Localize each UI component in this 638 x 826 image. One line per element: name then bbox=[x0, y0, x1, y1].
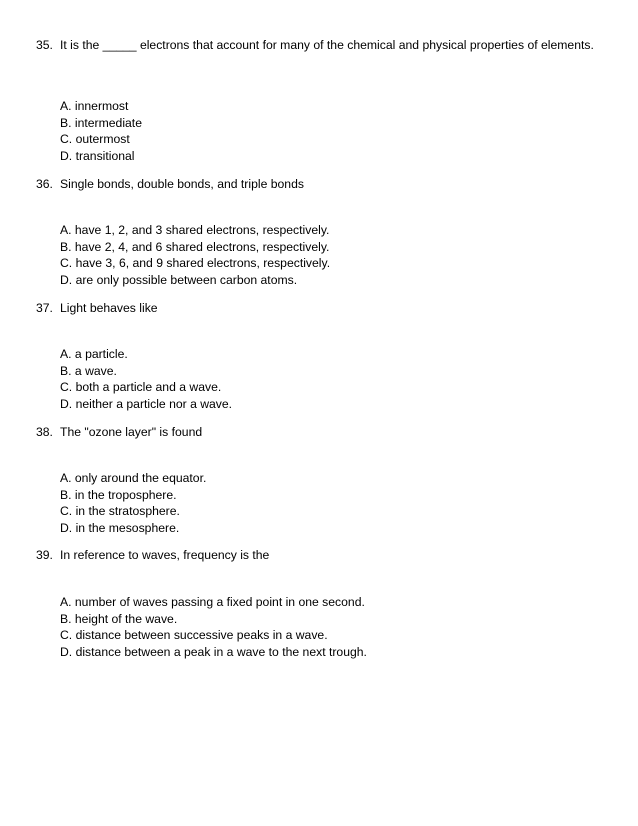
choice-d: D. in the mesosphere. bbox=[60, 520, 180, 535]
question-stem bbox=[36, 300, 596, 317]
choice-c: C. both a particle and a wave. bbox=[60, 380, 222, 395]
choice-a: A. only around the equator. bbox=[60, 471, 207, 485]
choice-b: B. height of the wave. bbox=[60, 611, 178, 626]
question-39 bbox=[36, 547, 596, 564]
question-number: 38. bbox=[36, 425, 53, 439]
choice-b: B. in the troposphere. bbox=[60, 487, 177, 502]
choice-c: C. in the stratosphere. bbox=[60, 504, 180, 519]
choice-a: A. innermost bbox=[60, 99, 129, 113]
question-text: In reference to waves, frequency is the bbox=[60, 548, 270, 562]
question-35 bbox=[36, 37, 596, 54]
choice-d: D. neither a particle nor a wave. bbox=[60, 396, 233, 411]
question-stem bbox=[36, 547, 596, 564]
question-number: 36. bbox=[36, 177, 53, 191]
choices-37 bbox=[60, 346, 580, 412]
choice-b: B. intermediate bbox=[60, 115, 142, 130]
choices-39 bbox=[60, 594, 580, 660]
choices-35 bbox=[60, 98, 580, 164]
choice-b: B. have 2, 4, and 6 shared electrons, respectively. bbox=[60, 239, 330, 254]
question-number: 35. bbox=[36, 38, 53, 52]
choices-36 bbox=[60, 222, 580, 288]
question-text: It is the _____ electrons that account for many of the chemical and physical properties of elements. bbox=[60, 38, 594, 52]
choice-c: C. have 3, 6, and 9 shared electrons, respectively. bbox=[60, 256, 331, 271]
choice-d: D. are only possible between carbon atoms. bbox=[60, 272, 298, 287]
choice-a: A. number of waves passing a fixed point in one second. bbox=[60, 595, 365, 609]
choice-d: D. transitional bbox=[60, 148, 135, 163]
choices-38 bbox=[60, 470, 580, 536]
question-text: Light behaves like bbox=[60, 301, 158, 315]
choice-c: C. outermost bbox=[60, 132, 130, 147]
question-stem bbox=[36, 37, 596, 54]
choice-a: A. have 1, 2, and 3 shared electrons, respectively. bbox=[60, 223, 330, 237]
question-stem bbox=[36, 424, 596, 441]
question-38 bbox=[36, 424, 596, 441]
question-number: 39. bbox=[36, 548, 53, 562]
choice-c: C. distance between successive peaks in a wave. bbox=[60, 628, 328, 643]
question-37 bbox=[36, 300, 596, 317]
question-number: 37. bbox=[36, 301, 53, 315]
choice-a: A. a particle. bbox=[60, 347, 128, 361]
choice-b: B. a wave. bbox=[60, 363, 117, 378]
question-36 bbox=[36, 176, 596, 193]
question-text: Single bonds, double bonds, and triple bonds bbox=[60, 177, 304, 191]
choice-d: D. distance between a peak in a wave to the next trough. bbox=[60, 644, 367, 659]
question-stem bbox=[36, 176, 596, 193]
question-text: The "ozone layer" is found bbox=[60, 425, 203, 439]
